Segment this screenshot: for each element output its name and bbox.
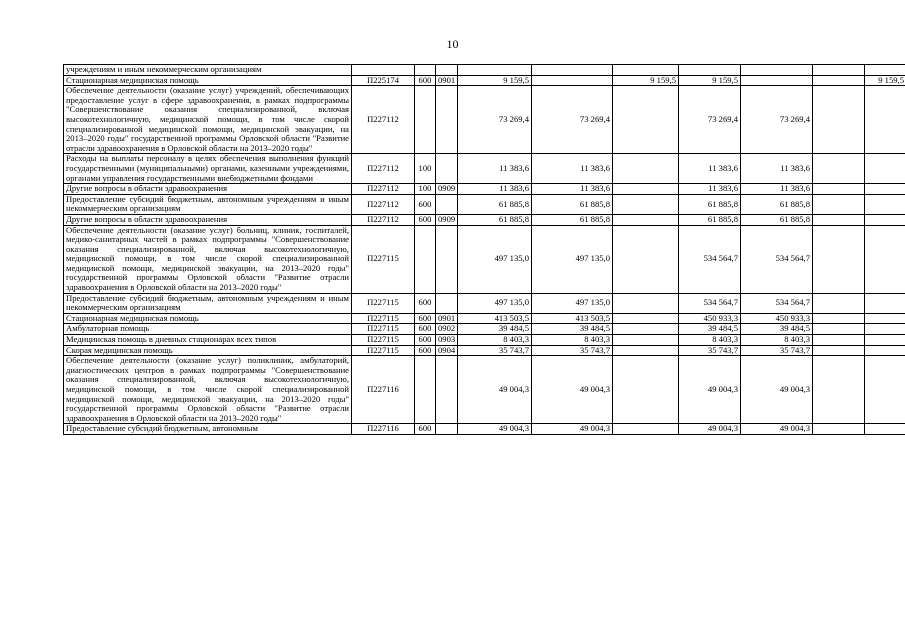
table-row	[64, 86, 905, 154]
amount-cell	[813, 335, 865, 346]
row-name-cell: Стационарная медицинская помощь	[64, 75, 352, 86]
amount-cell: 11 383,6	[458, 154, 532, 184]
expense-type-cell	[415, 356, 436, 424]
target-code-cell	[352, 65, 415, 76]
amount-cell	[741, 65, 813, 76]
amount-cell: 73 269,4	[679, 86, 741, 154]
expense-type-cell: 600	[415, 313, 436, 324]
amount-cell: 8 403,3	[532, 335, 613, 346]
target-code-cell: П227116	[352, 424, 415, 435]
amount-cell: 450 933,3	[741, 313, 813, 324]
amount-cell: 413 503,5	[532, 313, 613, 324]
table-row	[64, 214, 905, 225]
amount-cell	[613, 293, 679, 313]
amount-cell	[613, 214, 679, 225]
section-code-cell: 0904	[436, 345, 458, 356]
target-code-cell: П227115	[352, 293, 415, 313]
table-row	[64, 293, 905, 313]
amount-cell	[865, 86, 905, 154]
page-number: 10	[446, 37, 459, 51]
amount-cell	[613, 225, 679, 293]
table-row	[64, 324, 905, 335]
target-code-cell: П227116	[352, 356, 415, 424]
amount-cell: 450 933,3	[679, 313, 741, 324]
target-code-cell: П227115	[352, 335, 415, 346]
amount-cell	[865, 65, 905, 76]
expense-type-cell	[415, 65, 436, 76]
amount-cell: 61 885,8	[532, 214, 613, 225]
amount-cell: 61 885,8	[741, 214, 813, 225]
amount-cell: 61 885,8	[532, 194, 613, 214]
amount-cell	[813, 86, 865, 154]
amount-cell: 9 159,5	[679, 75, 741, 86]
expense-type-cell: 600	[415, 75, 436, 86]
amount-cell: 73 269,4	[532, 86, 613, 154]
table-row	[64, 194, 905, 214]
amount-cell: 9 159,5	[458, 75, 532, 86]
amount-cell	[865, 154, 905, 184]
amount-cell: 11 383,6	[741, 184, 813, 195]
table-body	[64, 65, 905, 435]
amount-cell: 61 885,8	[458, 214, 532, 225]
amount-cell: 39 484,5	[532, 324, 613, 335]
amount-cell	[813, 345, 865, 356]
amount-cell: 11 383,6	[741, 154, 813, 184]
amount-cell	[865, 225, 905, 293]
amount-cell: 9 159,5	[865, 75, 905, 86]
amount-cell	[865, 324, 905, 335]
expense-type-cell: 600	[415, 335, 436, 346]
target-code-cell: П227115	[352, 225, 415, 293]
amount-cell: 61 885,8	[458, 194, 532, 214]
amount-cell: 35 743,7	[741, 345, 813, 356]
amount-cell	[613, 184, 679, 195]
amount-cell	[813, 65, 865, 76]
amount-cell	[865, 214, 905, 225]
amount-cell: 49 004,3	[458, 424, 532, 435]
amount-cell	[532, 75, 613, 86]
amount-cell	[613, 194, 679, 214]
section-code-cell	[436, 225, 458, 293]
amount-cell: 49 004,3	[458, 356, 532, 424]
table-row	[64, 225, 905, 293]
amount-cell: 534 564,7	[741, 293, 813, 313]
amount-cell	[532, 65, 613, 76]
expense-type-cell: 600	[415, 424, 436, 435]
section-code-cell: 0909	[436, 214, 458, 225]
expense-type-cell: 100	[415, 184, 436, 195]
amount-cell: 73 269,4	[458, 86, 532, 154]
expense-type-cell	[415, 225, 436, 293]
row-name-cell: Предоставление субсидий бюджетным, автономным	[64, 424, 352, 435]
section-code-cell: 0901	[436, 75, 458, 86]
amount-cell	[741, 75, 813, 86]
amount-cell: 61 885,8	[679, 194, 741, 214]
amount-cell: 413 503,5	[458, 313, 532, 324]
table-row	[64, 335, 905, 346]
amount-cell: 497 135,0	[532, 293, 613, 313]
expense-type-cell: 600	[415, 194, 436, 214]
table-row	[64, 424, 905, 435]
amount-cell: 35 743,7	[679, 345, 741, 356]
section-code-cell	[436, 424, 458, 435]
amount-cell	[813, 324, 865, 335]
amount-cell	[813, 313, 865, 324]
expense-type-cell: 100	[415, 154, 436, 184]
amount-cell	[865, 356, 905, 424]
amount-cell: 49 004,3	[532, 424, 613, 435]
row-name-cell: Предоставление субсидий бюджетным, автономным учреждениям и иным некоммерческим организациям	[64, 194, 352, 214]
amount-cell: 73 269,4	[741, 86, 813, 154]
amount-cell	[458, 65, 532, 76]
row-name-cell: Обеспечение деятельности (оказание услуг) больниц, клиник, госпиталей, медико-санитарных частей в рамках подпрограммы "Совершенствование оказания специализированной, включая высокотехнологичную, медицинской помощи, в том числе скорой специализированной медицинской помощи, медицинской эвакуации, на 2013–2020 годы" государственной программы Орловской области "Развитие отрасли здравоохранения в Орловской области на 2013–2020 годы"	[64, 225, 352, 293]
section-code-cell	[436, 194, 458, 214]
row-name-cell: Медицинская помощь в дневных стационарах всех типов	[64, 335, 352, 346]
amount-cell: 11 383,6	[458, 184, 532, 195]
amount-cell	[813, 154, 865, 184]
table-row	[64, 184, 905, 195]
section-code-cell	[436, 293, 458, 313]
section-code-cell	[436, 356, 458, 424]
amount-cell	[813, 184, 865, 195]
amount-cell: 497 135,0	[458, 293, 532, 313]
amount-cell: 49 004,3	[741, 424, 813, 435]
amount-cell	[613, 335, 679, 346]
row-name-cell: Другие вопросы в области здравоохранения	[64, 214, 352, 225]
target-code-cell: П227112	[352, 214, 415, 225]
amount-cell: 61 885,8	[741, 194, 813, 214]
target-code-cell: П227115	[352, 345, 415, 356]
expense-type-cell: 600	[415, 214, 436, 225]
section-code-cell: 0902	[436, 324, 458, 335]
amount-cell	[813, 194, 865, 214]
expense-type-cell: 600	[415, 324, 436, 335]
row-name-cell: Другие вопросы в области здравоохранения	[64, 184, 352, 195]
amount-cell: 35 743,7	[458, 345, 532, 356]
row-name-cell: учреждениям и иным некоммерческим организациям	[64, 65, 352, 76]
amount-cell: 49 004,3	[532, 356, 613, 424]
table-row	[64, 313, 905, 324]
amount-cell: 49 004,3	[741, 356, 813, 424]
table-row	[64, 65, 905, 76]
amount-cell: 49 004,3	[679, 356, 741, 424]
table-row	[64, 345, 905, 356]
amount-cell: 534 564,7	[679, 225, 741, 293]
amount-cell	[813, 225, 865, 293]
amount-cell: 534 564,7	[679, 293, 741, 313]
section-code-cell: 0909	[436, 184, 458, 195]
row-name-cell: Скорая медицинская помощь	[64, 345, 352, 356]
amount-cell	[613, 424, 679, 435]
amount-cell	[813, 424, 865, 435]
amount-cell	[813, 75, 865, 86]
row-name-cell: Обеспечение деятельности (оказание услуг) поликлиник, амбулаторий, диагностических центров в рамках подпрограммы "Совершенствование оказания специализированной, включая высокотехнологичную, медицинской помощи, в том числе скорой специализированной медицинской помощи, медицинской эвакуации, на 2013–2020 годы" государственной программы Орловской области "Развитие отрасли здравоохранения в Орловской области на 2013–2020 годы"	[64, 356, 352, 424]
row-name-cell: Обеспечение деятельности (оказание услуг) учреждений, обеспечивающих предоставление услуг в сфере здравоохранения, в рамках подпрограммы "Совершенствование оказания специализированной, включая высокотехнологичную, медицинской помощи, в том числе скорой специализированной медицинской помощи, медицинской эвакуации, на 2013–2020 годы" государственной программы Орловской области "Развитие отрасли здравоохранения в Орловской области на 2013–2020 годы"	[64, 86, 352, 154]
row-name-cell: Амбулаторная помощь	[64, 324, 352, 335]
section-code-cell: 0901	[436, 313, 458, 324]
target-code-cell: П227112	[352, 86, 415, 154]
amount-cell	[813, 293, 865, 313]
amount-cell: 61 885,8	[679, 214, 741, 225]
amount-cell: 497 135,0	[532, 225, 613, 293]
amount-cell	[865, 194, 905, 214]
amount-cell: 11 383,6	[532, 184, 613, 195]
amount-cell	[613, 313, 679, 324]
amount-cell: 11 383,6	[532, 154, 613, 184]
target-code-cell: П227115	[352, 313, 415, 324]
amount-cell	[613, 65, 679, 76]
amount-cell: 39 484,5	[741, 324, 813, 335]
section-code-cell: 0903	[436, 335, 458, 346]
amount-cell	[613, 86, 679, 154]
amount-cell: 8 403,3	[741, 335, 813, 346]
target-code-cell: П227112	[352, 194, 415, 214]
amount-cell	[865, 345, 905, 356]
row-name-cell: Расходы на выплаты персоналу в целях обеспечения выполнения функций государственными (муниципальными) органами, казенными учреждениями, органами управления государственными внебюджетными фондами	[64, 154, 352, 184]
target-code-cell: П227112	[352, 154, 415, 184]
expense-type-cell: 600	[415, 345, 436, 356]
section-code-cell	[436, 65, 458, 76]
amount-cell: 9 159,5	[613, 75, 679, 86]
amount-cell	[813, 356, 865, 424]
expense-type-cell	[415, 86, 436, 154]
amount-cell	[679, 65, 741, 76]
expense-type-cell: 600	[415, 293, 436, 313]
amount-cell: 39 484,5	[679, 324, 741, 335]
target-code-cell: П227112	[352, 184, 415, 195]
target-code-cell: П225174	[352, 75, 415, 86]
section-code-cell	[436, 154, 458, 184]
amount-cell	[865, 184, 905, 195]
amount-cell: 35 743,7	[532, 345, 613, 356]
amount-cell: 11 383,6	[679, 184, 741, 195]
amount-cell	[813, 214, 865, 225]
amount-cell: 534 564,7	[741, 225, 813, 293]
table-row	[64, 154, 905, 184]
amount-cell	[613, 154, 679, 184]
row-name-cell: Стационарная медицинская помощь	[64, 313, 352, 324]
amount-cell: 497 135,0	[458, 225, 532, 293]
amount-cell	[613, 324, 679, 335]
target-code-cell: П227115	[352, 324, 415, 335]
amount-cell: 11 383,6	[679, 154, 741, 184]
row-name-cell: Предоставление субсидий бюджетным, автономным учреждениям и иным некоммерческим организациям	[64, 293, 352, 313]
amount-cell	[865, 293, 905, 313]
amount-cell	[613, 356, 679, 424]
amount-cell	[865, 424, 905, 435]
table-row	[64, 356, 905, 424]
budget-table	[63, 64, 905, 435]
amount-cell	[865, 313, 905, 324]
amount-cell	[613, 345, 679, 356]
amount-cell: 8 403,3	[679, 335, 741, 346]
amount-cell	[865, 335, 905, 346]
amount-cell: 8 403,3	[458, 335, 532, 346]
amount-cell: 39 484,5	[458, 324, 532, 335]
section-code-cell	[436, 86, 458, 154]
amount-cell: 49 004,3	[679, 424, 741, 435]
table-row	[64, 75, 905, 86]
